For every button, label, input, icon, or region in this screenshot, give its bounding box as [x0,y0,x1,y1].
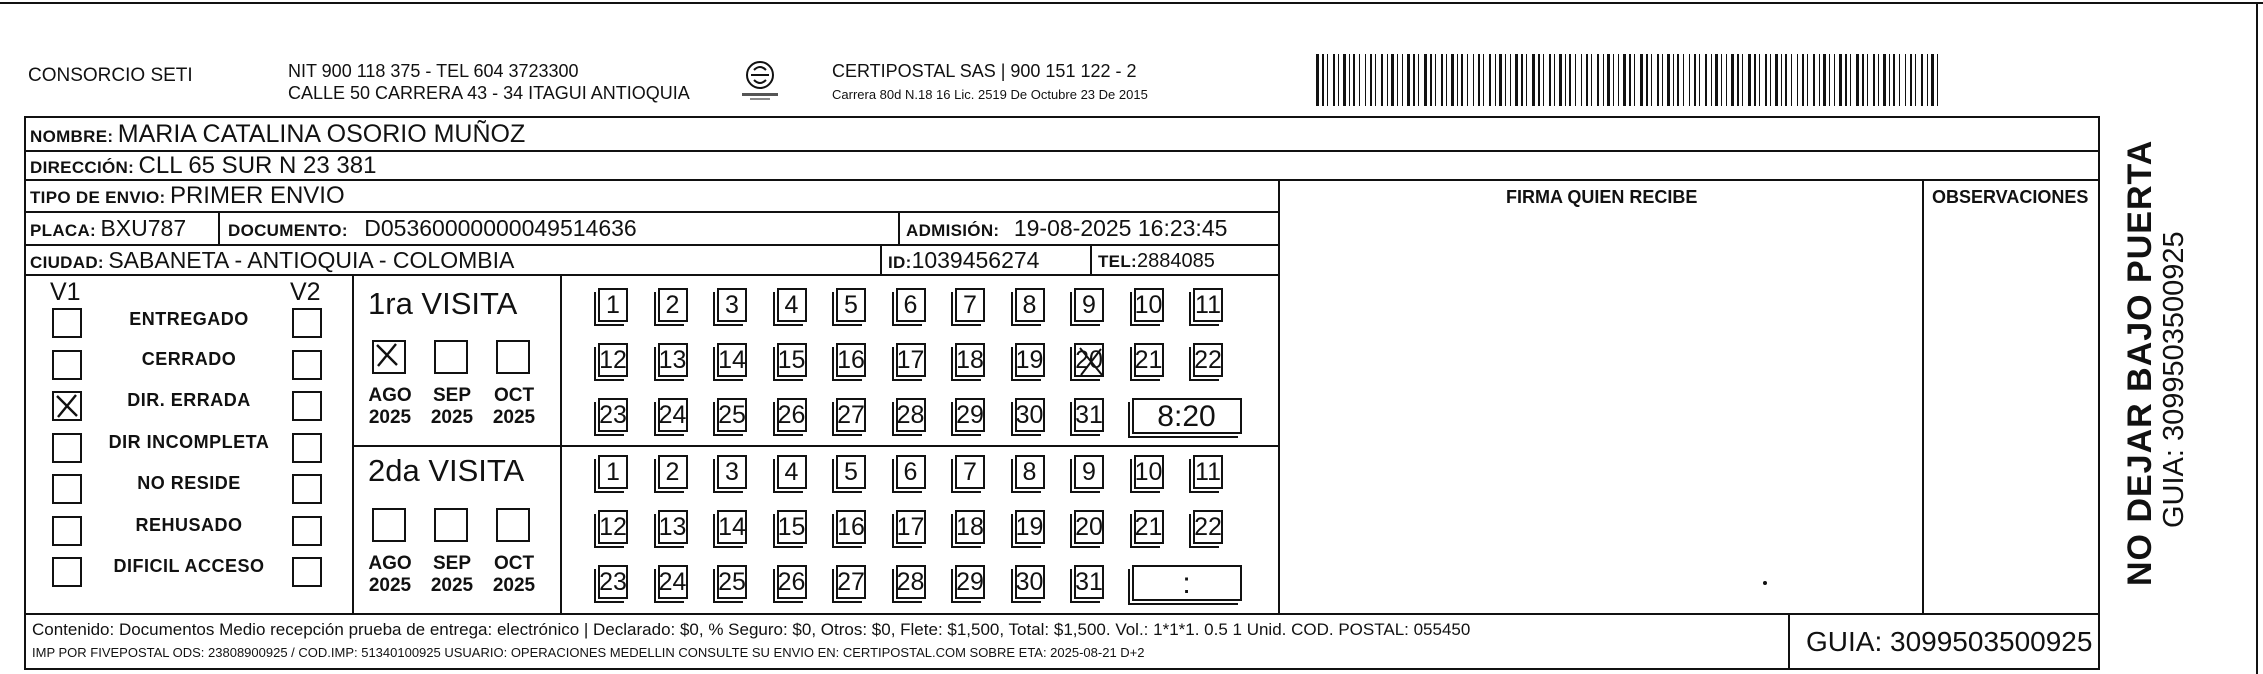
first-visit-day[interactable]: 19 [1015,343,1045,377]
status-option-label: REHUSADO [135,514,243,535]
tel-value: 2884085 [1136,250,1215,272]
barcode-bar [1667,54,1670,106]
frame-left [24,116,26,670]
id-field [888,249,1039,272]
barcode-bar [1532,54,1535,106]
barcode-bar [1359,54,1360,106]
nit-line: NIT 900 118 375 - TEL 604 3723300 [288,61,579,81]
placa-field [30,217,186,240]
footer-line-1: Contenido: Documentos Medio recepción prueba de entrega: electrónico | Declarado: $0, % Seguro: $0, Otros: $0, Flete: $1,500, Total: $1,500. Vol.: 1*1*1. 0.5 1 Unid. COD. POSTAL: 055450 [32,620,1471,639]
first-visit-day[interactable]: 27 [836,398,866,432]
v2-checkbox[interactable] [292,308,322,338]
barcode-bar [1505,54,1506,106]
second-visit-day[interactable]: 6 [896,455,926,489]
barcode-bar [1893,54,1895,106]
barcode-bar [1581,54,1582,106]
first-visit-day[interactable]: 16 [836,343,866,377]
barcode-bar [1807,54,1808,106]
barcode-bar [1461,54,1463,106]
barcode-bar [1748,54,1751,106]
barcode-bar [1657,54,1659,106]
first-visit-day[interactable]: 10 [1134,288,1164,322]
barcode-bar [1387,54,1388,106]
barcode-bar [1489,54,1491,106]
months-divider [560,274,562,615]
first-visit-day[interactable]: 4 [777,288,807,322]
observaciones-header: OBSERVACIONES [1932,187,2089,207]
certipostal-line: CERTIPOSTAL SAS | 900 151 122 - 2 [832,61,1137,81]
status-option-label: DIR INCOMPLETA [108,431,270,452]
barcode-bar [1721,54,1722,106]
first-visit-day[interactable]: 23 [598,398,628,432]
first-visit-day[interactable]: 29 [955,398,985,432]
second-visit-title: 2da VISITA [368,453,525,488]
barcode-bar [1483,54,1484,106]
barcode-bar [1603,54,1604,106]
barcode-bar [1478,54,1480,106]
barcode-bar [1510,54,1511,106]
nombre-row [30,122,525,147]
top-border [0,2,2263,4]
barcode-bar [1526,54,1527,106]
first-visit-day[interactable]: 3 [717,288,747,322]
barcode-bar [1629,54,1631,106]
second-visit-month-label: OCT 2025 [492,553,536,596]
barcode-bar [1430,54,1432,106]
barcode-bar [1867,54,1868,106]
barcode-bar [1781,54,1782,106]
barcode-bar [1322,54,1324,106]
barcode-bar [1845,54,1847,106]
barcode-bar [1927,54,1928,106]
direccion-row [30,154,376,178]
barcode-bar [1333,54,1335,106]
barcode-bar [1538,54,1540,106]
direccion-label: DIRECCIÓN: [30,158,135,177]
barcode-bar [1754,54,1756,106]
status-option-label: ENTREGADO [129,309,249,329]
tel-divider [1090,244,1092,276]
barcode-bar [1910,54,1912,106]
first-visit-month-checkbox[interactable] [372,340,406,374]
barcode-bar [1873,54,1875,106]
barcode-bar [1473,54,1474,106]
first-visit-day[interactable]: 26 [777,398,807,432]
second-visit-day[interactable]: 3 [717,455,747,489]
barcode-bar [1446,54,1447,106]
barcode-bar [1451,54,1454,106]
second-visit-day[interactable]: 22 [1193,510,1223,544]
second-visit-day[interactable]: 24 [658,565,688,599]
barcode-bar [1457,54,1458,106]
barcode-bar [1878,54,1879,106]
barcode-bar [1899,54,1900,106]
v2-label: V2 [290,278,321,306]
barcode-bar [1862,54,1864,106]
second-visit-month-checkbox[interactable] [372,508,406,542]
first-visit-day[interactable]: 20 [1074,343,1104,377]
documento-value: D05360000000049514636 [364,215,637,241]
second-visit-day[interactable]: 18 [955,510,985,544]
v2-checkbox[interactable] [292,391,322,421]
admision-divider [898,211,900,246]
second-visit-month-checkbox[interactable] [496,508,530,542]
barcode-bar [1370,54,1372,106]
admision-label: ADMISIÓN: [906,221,1000,240]
barcode-bar [1575,54,1576,106]
certipostal-logo [738,58,782,104]
barcode-bar [1791,54,1792,106]
barcode-bar [1889,54,1890,106]
barcode-bar [1797,54,1798,106]
barcode-bar [1435,54,1436,106]
second-visit-month-label: SEP 2025 [430,553,474,596]
first-visit-day[interactable]: 21 [1134,343,1164,377]
barcode-bar [1338,54,1339,106]
first-visit-month-label: AGO 2025 [368,385,412,428]
second-visit-day[interactable]: 19 [1015,510,1045,544]
v1-checkbox[interactable] [52,350,82,380]
barcode-bar [1613,54,1614,106]
barcode-bar [1726,54,1727,106]
second-visit-day[interactable]: 1 [598,455,628,489]
barcode-bar [1850,54,1851,106]
v1-checkbox[interactable] [52,516,82,546]
barcode-bar [1646,54,1648,106]
barcode-bar [1813,54,1815,106]
barcode-bar [1316,54,1319,106]
barcode-bar [1327,54,1328,106]
documento-label: DOCUMENTO: [228,221,348,240]
barcode-bar [1467,54,1468,106]
ciudad-label: CIUDAD: [30,253,104,272]
barcode-bar [1931,54,1934,106]
barcode-bar [1937,54,1938,106]
barcode-bar [1802,54,1804,106]
v1-checkbox[interactable] [52,557,82,587]
row-line-4 [24,211,1280,213]
second-visit-day[interactable]: 10 [1134,455,1164,489]
v1-label: V1 [50,278,81,306]
barcode-bar [1819,54,1820,106]
second-visit-day[interactable]: 27 [836,565,866,599]
first-visit-day[interactable]: 14 [717,343,747,377]
barcode-bar [1424,54,1427,106]
second-visit-day[interactable]: 28 [896,565,926,599]
barcode-bar [1915,54,1916,106]
barcode-bar [1381,54,1383,106]
barcode-bar [1673,54,1674,106]
tipo-label: TIPO DE ENVIO: [30,188,166,207]
barcode-bar [1883,54,1886,106]
barcode-bar [1839,54,1842,106]
barcode-bar [1689,54,1690,106]
ciudad-value: SABANETA - ANTIOQUIA - COLOMBIA [108,247,515,273]
right-border [2256,2,2258,674]
second-visit-month-label: AGO 2025 [368,553,412,596]
barcode-bar [1418,54,1419,106]
barcode-bar [1559,54,1562,106]
v2-checkbox[interactable] [292,516,322,546]
side-guia: GUIA: 3099503500925 [2158,231,2190,528]
barcode-bar [1402,54,1403,106]
first-visit-day[interactable]: 15 [777,343,807,377]
placa-label: PLACA: [30,221,97,240]
v1-checkbox[interactable] [52,474,82,504]
barcode-bar [1397,54,1398,106]
second-visit-day[interactable]: 13 [658,510,688,544]
barcode-bar [1775,54,1778,106]
second-visit-day[interactable]: 21 [1134,510,1164,544]
first-visit-day[interactable]: 12 [598,343,628,377]
second-visit-day[interactable]: 29 [955,565,985,599]
status-option-label: DIFICIL ACCESO [113,556,265,576]
second-visit-day[interactable]: 16 [836,510,866,544]
barcode-bar [1699,54,1700,106]
second-visit-day[interactable]: 20 [1074,510,1104,544]
barcode-bar [1623,54,1626,106]
footer-guia: GUIA: 3099503500925 [1806,626,2093,657]
barcode-bar [1543,54,1544,106]
status-divider [352,274,354,615]
second-visit-day[interactable]: 12 [598,510,628,544]
col-obs-left [1922,179,1924,615]
company-name: CONSORCIO SETI [28,65,193,86]
barcode-bar [1495,54,1496,106]
status-option-label: DIR. ERRADA [127,390,251,410]
barcode-bar [1365,54,1366,106]
col-firma-left [1278,179,1280,615]
barcode-bar [1905,54,1906,106]
barcode-bar [1569,54,1571,106]
placa-divider [218,211,220,246]
barcode-bar [1640,54,1643,106]
v1-checkbox[interactable] [52,433,82,463]
tel-field [1098,251,1215,271]
second-visit-day[interactable]: 14 [717,510,747,544]
first-visit-month-label: SEP 2025 [430,385,474,428]
barcode-bar [1407,54,1410,106]
first-visit-day[interactable]: 28 [896,398,926,432]
first-visit-day[interactable]: 1 [598,288,628,322]
first-visit-time-box[interactable] [1132,398,1242,434]
second-visit-time: : [1182,567,1191,600]
status-option-label: NO RESIDE [137,473,241,493]
placa-value: BXU787 [100,215,187,241]
documento-field [228,217,637,240]
first-visit-day[interactable]: 6 [896,288,926,322]
barcode-bar [1715,54,1718,106]
direccion-value: CLL 65 SUR N 23 381 [138,152,377,179]
first-visit-day[interactable]: 25 [717,398,747,432]
barcode-bar [1565,54,1566,106]
barcode-bar [1651,54,1652,106]
id-value: 1039456274 [911,247,1040,273]
first-visit-day[interactable]: 7 [955,288,985,322]
second-visit-day[interactable]: 7 [955,455,985,489]
second-visit-day[interactable]: 8 [1015,455,1045,489]
first-visit-day[interactable]: 13 [658,343,688,377]
tipo-value: PRIMER ENVIO [169,182,345,209]
barcode-bar [1785,54,1787,106]
first-visit-day[interactable]: 22 [1193,343,1223,377]
row-line-1 [24,116,2100,118]
footer-guia-divider [1788,613,1790,670]
frame-right [2098,116,2100,670]
second-visit-month-checkbox[interactable] [434,508,468,542]
barcode-bar [1829,54,1830,106]
barcode-bar [1375,54,1376,106]
v2-checkbox[interactable] [292,433,322,463]
row-line-mid [352,445,1280,447]
barcode-bar [1441,54,1443,106]
ciudad-field [30,249,514,272]
first-visit-day[interactable]: 2 [658,288,688,322]
barcode-bar [1856,54,1859,106]
tipo-row [30,184,345,208]
second-visit-day[interactable]: 9 [1074,455,1104,489]
nombre-value: MARIA CATALINA OSORIO MUÑOZ [117,120,526,148]
second-visit-day[interactable]: 26 [777,565,807,599]
v2-checkbox[interactable] [292,474,322,504]
first-visit-day[interactable]: 9 [1074,288,1104,322]
barcode-bar [1618,54,1619,106]
admision-field [906,217,1227,240]
barcode-bar [1834,54,1835,106]
second-visit-day[interactable]: 5 [836,455,866,489]
barcode-bar [1705,54,1707,106]
first-visit-day[interactable]: 24 [658,398,688,432]
first-visit-month-checkbox[interactable] [434,340,468,374]
second-visit-day[interactable]: 25 [717,565,747,599]
barcode [1312,54,1948,106]
first-visit-title: 1ra VISITA [368,286,518,321]
nombre-label: NOMBRE: [30,127,114,146]
license-line: Carrera 80d N.18 16 Lic. 2519 De Octubre 23 De 2015 [832,87,1148,102]
v2-checkbox[interactable] [292,557,322,587]
first-visit-month-label: OCT 2025 [492,385,536,428]
address-line: CALLE 50 CARRERA 43 - 34 ITAGUI ANTIOQUIA [288,83,690,103]
barcode-bar [1677,54,1679,106]
barcode-bar [1607,54,1610,106]
second-visit-day[interactable]: 17 [896,510,926,544]
first-visit-time: 8:20 [1157,400,1216,433]
barcode-bar [1731,54,1734,106]
side-warning: NO DEJAR BAJO PUERTA [2121,139,2159,586]
first-visit-day[interactable]: 18 [955,343,985,377]
barcode-bar [1770,54,1771,106]
barcode-bar [1515,54,1518,106]
barcode-bar [1597,54,1599,106]
first-visit-day[interactable]: 30 [1015,398,1045,432]
first-visit-month-checkbox[interactable] [496,340,530,374]
first-visit-day[interactable]: 11 [1193,288,1223,322]
barcode-bar [1662,54,1663,106]
barcode-bar [1634,54,1635,106]
barcode-bar [1823,54,1826,106]
barcode-bar [1554,54,1555,106]
pen-dot [1763,581,1767,585]
barcode-bar [1742,54,1743,106]
barcode-bar [1694,54,1696,106]
barcode-bar [1349,54,1350,106]
barcode-bar [1711,54,1712,106]
barcode-bar [1549,54,1551,106]
v2-checkbox[interactable] [292,350,322,380]
second-visit-day[interactable]: 31 [1074,565,1104,599]
barcode-bar [1759,54,1760,106]
barcode-bar [1353,54,1355,106]
row-line-3 [24,179,2100,181]
barcode-bar [1586,54,1588,106]
barcode-bar [1921,54,1923,106]
barcode-bar [1521,54,1523,106]
firma-header: FIRMA QUIEN RECIBE [1506,187,1698,207]
barcode-bar [1413,54,1415,106]
barcode-bar [1591,54,1592,106]
first-visit-day[interactable]: 17 [896,343,926,377]
barcode-bar [1343,54,1346,106]
first-visit-day[interactable]: 31 [1074,398,1104,432]
id-divider [880,244,882,276]
second-visit-time-box[interactable] [1132,565,1242,601]
v1-checkbox[interactable] [52,308,82,338]
tel-label: TEL: [1098,252,1137,271]
first-visit-day[interactable]: 8 [1015,288,1045,322]
admision-value: 19-08-2025 16:23:45 [1013,215,1228,241]
second-visit-day[interactable]: 2 [658,455,688,489]
barcode-bar [1765,54,1767,106]
footer-line-2: IMP POR FIVEPOSTAL ODS: 23808900925 / COD.IMP: 51340100925 USUARIO: OPERACIONES MEDELLIN CONSULTE SU ENVIO EN: CERTIPOSTAL.COM SOBRE ETA: 2025-08-21 D+2 [32,645,1145,660]
second-visit-day[interactable]: 4 [777,455,807,489]
barcode-bar [1499,54,1502,106]
first-visit-day[interactable]: 5 [836,288,866,322]
status-option-label: CERRADO [141,348,237,369]
second-visit-day[interactable]: 23 [598,565,628,599]
barcode-bar [1391,54,1394,106]
id-label: ID: [888,253,912,272]
barcode-bar [1737,54,1739,106]
second-visit-day[interactable]: 11 [1193,455,1223,489]
v1-checkbox[interactable] [52,391,82,421]
barcode-bar [1683,54,1684,106]
second-visit-day[interactable]: 15 [777,510,807,544]
second-visit-day[interactable]: 30 [1015,565,1045,599]
